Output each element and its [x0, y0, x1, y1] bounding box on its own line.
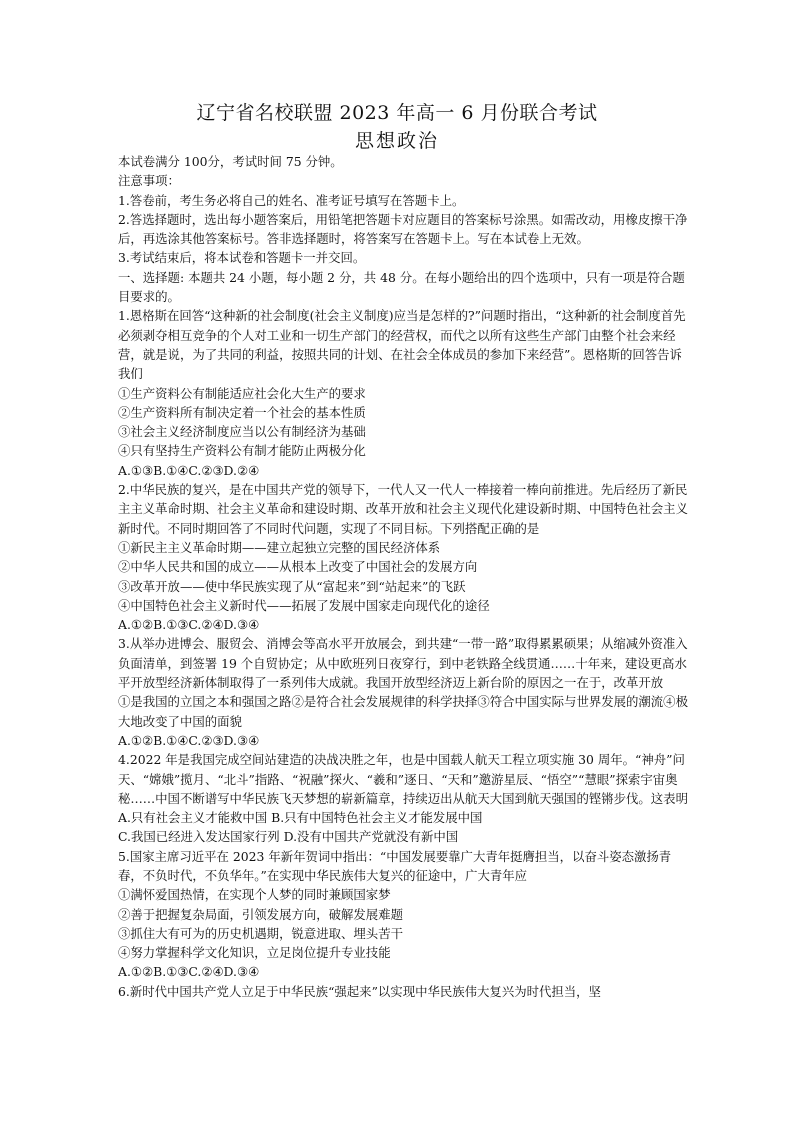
exam-intro: 本试卷满分 100分，考试时间 75 分钟。 — [118, 154, 343, 169]
answer-choices: A.①②B.①③C.②④D.③④ — [118, 964, 260, 980]
question-option: ①是我国的立国之本和强国之路②是符合社会发展规律的科学抉择③符合中国实际与世界发展的潮流④极大地改变了中国的面貌 — [118, 694, 688, 729]
question-option: ③改革开放——使中华民族实现了从“富起来”到“站起来”的飞跃 — [118, 578, 466, 594]
question-option: ①生产资料公有制能适应社会化大生产的要求 — [118, 385, 366, 401]
question-option: ③社会主义经济制度应当以公有制经济为基础 — [118, 424, 366, 440]
question-option: ②生产资料所有制决定着一个社会的基本性质 — [118, 404, 366, 420]
answer-choices: A.①②B.①③C.②④D.③④ — [118, 617, 260, 633]
exam-title: 辽宁省名校联盟 2023 年高一 6 月份联合考试 — [196, 102, 598, 124]
question-option: C.我国已经进入发达国家行列 D.没有中国共产党就没有新中国 — [118, 829, 459, 845]
notice-item: 1.答卷前，考生务必将自己的姓名、准考证号填写在答题卡上。 — [118, 192, 465, 208]
question-option: ④只有坚持生产资料公有制才能防止两极分化 — [118, 443, 366, 459]
answer-choices: A.①③B.①④C.②③D.②④ — [118, 462, 260, 478]
question-stem: 6.新时代中国共产党人立足于中华民族“强起来”以实现中华民族伟大复兴为时代担当，坚 — [118, 983, 601, 999]
question-option: ①新民主主义革命时期——建立起独立完整的国民经济体系 — [118, 539, 441, 555]
question-option: A.只有社会主义才能救中国 B.只有中国特色社会主义才能发展中国 — [118, 810, 483, 826]
notice-item: 3.考试结束后，将本试卷和答题卡一并交回。 — [118, 250, 366, 266]
question-option: ②中华人民共和国的成立——从根本上改变了中国社会的发展方向 — [118, 559, 478, 575]
section-intro: 一、选择题: 本题共 24 小题，每小题 2 分，共 48 分。在每小题给出的四个选项中，只有一项是符合题目要求的。 — [118, 269, 685, 305]
question-option: ④中国特色社会主义新时代——拓展了发展中国家走向现代化的途径 — [118, 597, 490, 613]
question-option: ②善于把握复杂局面，引领发展方向，破解发展难题 — [118, 906, 403, 922]
question-stem: 2.中华民族的复兴，是在中国共产党的领导下，一代人又一代人一棒接着一棒向前推进。先后经历了新民主主义革命时期、社会主义革命和建设时期、改革开放和社会主义现代化建设新时期、中国特色社会主义新时代。不同时期回答了不同时代问题，实现了不同目标。下列搭配正确的是 — [118, 482, 688, 536]
notice-header: 注意事项： — [118, 173, 180, 189]
answer-choices: A.①②B.①④C.②③D.③④ — [118, 732, 260, 748]
question-stem: 4.2022 年是我国完成空间站建造的决战决胜之年，也是中国载人航天工程立项实施 30 周年。“神舟”问天、“嫦娥”揽月、“北斗”指路、“祝融”探火、“羲和”逐日、“天和”邀游星辰、“悟空”“慧眼”探索宇宙奥秘……中国不断谱写中华民族飞天梦想的崭新篇章，持续迈出从航天大国到航天强国的铿锵步伐。这表明 — [118, 752, 688, 806]
exam-body — [118, 152, 690, 1001]
question-stem: 5.国家主席习近平在 2023 年新年贺词中指出：“中国发展要靠广大青年挺膺担当，以奋斗姿态激扬青春，不负时代，不负华年。”在实现中华民族伟大复兴的征途中，广大青年应 — [118, 848, 672, 883]
question-stem: 1.恩格斯在回答“这种新的社会制度(社会主义制度)应当是怎样的?”问题时指出，“这种新的社会制度首先必须剥夺相互竞争的个人对工业和一切生产部门的经营权，而代之以所有这些生产部门由整个社会来经营，就是说，为了共同的利益，按照共同的计划、在社会全体成员的参加下来经营”。恩格斯的回答告诉我们 — [118, 308, 686, 382]
question-option: ③抓住大有可为的历史机遇期，锐意进取、埋头苦干 — [118, 925, 403, 941]
question-stem: 3.从举办进博会、服贸会、消博会等高水平开放展会，到共建“一带一路”取得累累硕果；从缩减外资准入负面清单，到签署 19 个自贸协定；从中欧班列日夜穿行，到中老铁路全线贯通……十年来，建设更高水平开放型经济新体制取得了一系列伟大成就。我国开放型经济迈上新台阶的原因之一在于，改革开放 — [118, 636, 688, 691]
exam-subject: 思想政治 — [354, 130, 439, 152]
question-option: ①满怀爱国热情，在实现个人梦的同时兼顾国家梦 — [118, 887, 391, 903]
notice-item: 2.答选择题时，选出每小题答案后，用铅笔把答题卡对应题目的答案标号涂黑。如需改动，用橡皮擦干净后，再选涂其他答案标号。答非选择题时，将答案写在答题卡上。写在本试卷上无效。 — [118, 211, 688, 247]
question-option: ④努力掌握科学文化知识，立足岗位提升专业技能 — [118, 945, 391, 961]
